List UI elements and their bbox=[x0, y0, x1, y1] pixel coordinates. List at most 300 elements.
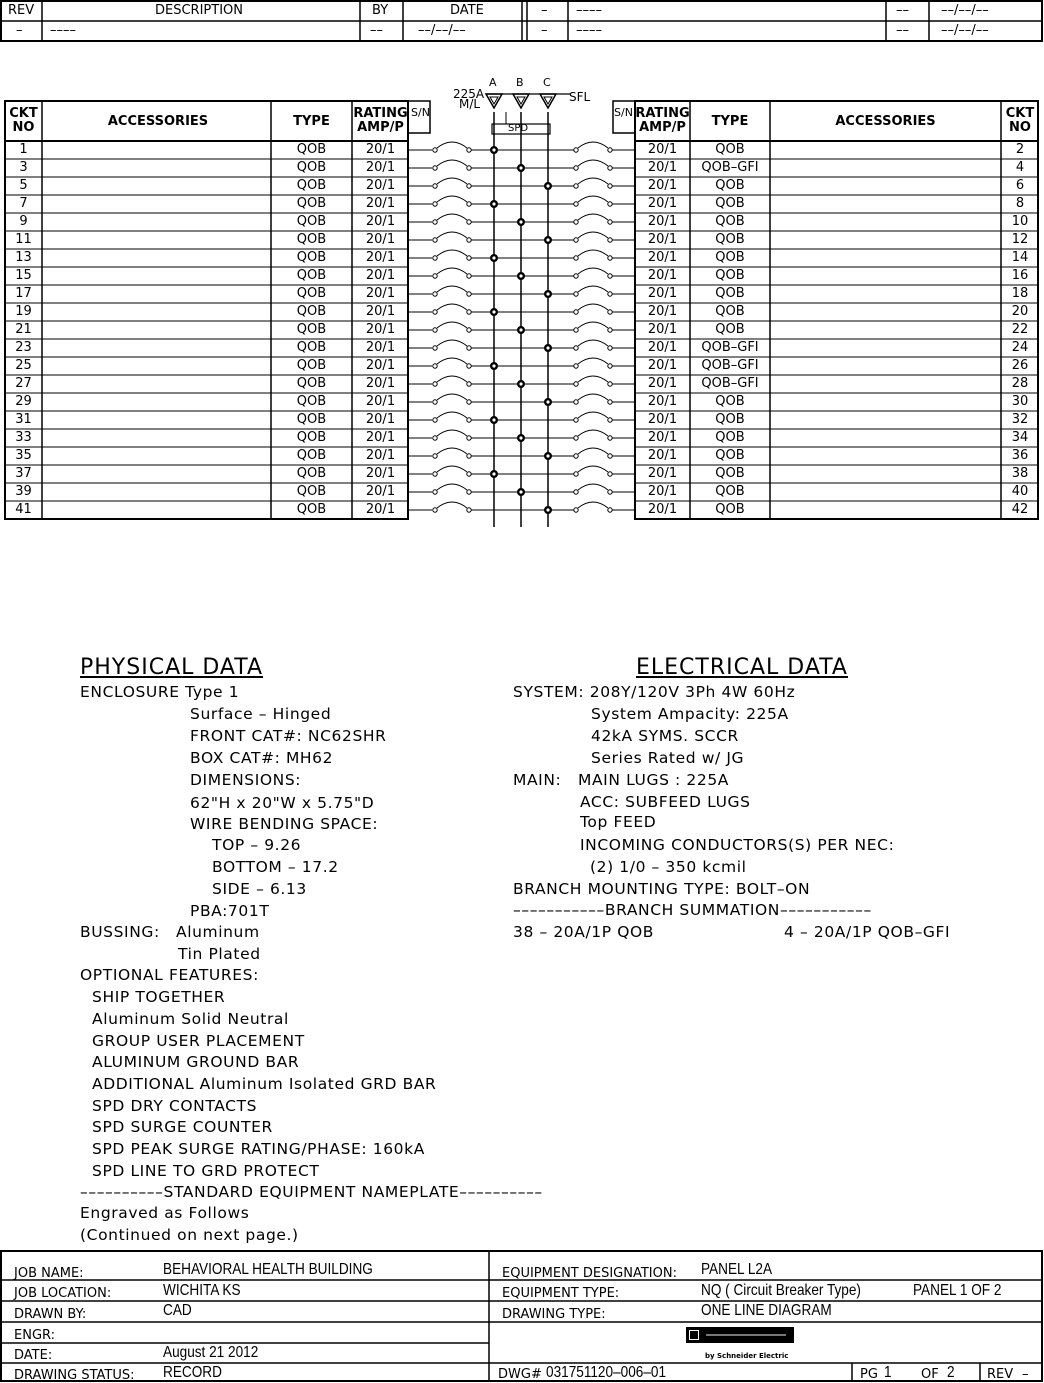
right-type-cell: QOB bbox=[715, 466, 745, 481]
right-breaker-contact-icon bbox=[574, 364, 578, 368]
left-rating-cell: 20/1 bbox=[365, 304, 396, 319]
bus-junction-center bbox=[492, 472, 495, 475]
left-ckt-cell: 5 bbox=[19, 178, 28, 193]
electrical-data-line: INCOMING CONDUCTORS(S) PER NEC: bbox=[580, 836, 895, 854]
left-ckt-cell: 3 bbox=[19, 160, 28, 175]
left-breaker-contact-icon bbox=[433, 472, 437, 476]
right-type-cell: QOB bbox=[715, 430, 745, 445]
left-rating-cell: 20/1 bbox=[365, 430, 396, 445]
right-ckt-cell: 38 bbox=[1011, 466, 1029, 481]
description-header: DESCRIPTION bbox=[155, 3, 243, 18]
right-type-cell: QOB–GFI bbox=[701, 340, 759, 355]
right-rating-cell: 20/1 bbox=[647, 268, 678, 283]
description-value: –––– bbox=[576, 23, 602, 38]
left-rating-cell: 20/1 bbox=[365, 178, 396, 193]
right-breaker-contact-icon bbox=[608, 274, 612, 278]
drawing-status-label: DRAWING STATUS: bbox=[14, 1368, 135, 1383]
right-breaker-contact-icon bbox=[608, 148, 612, 152]
right-breaker-arc-icon bbox=[578, 232, 608, 238]
physical-data-line: SHIP TOGETHER bbox=[92, 988, 226, 1006]
right-breaker-contact-icon bbox=[574, 238, 578, 242]
bus-junction-center bbox=[519, 382, 522, 385]
left-breaker-contact-icon bbox=[433, 274, 437, 278]
drawn-by-value: CAD bbox=[163, 1302, 192, 1319]
bus-junction-center bbox=[546, 292, 549, 295]
page-value: 1 bbox=[884, 1364, 892, 1381]
right-ckt-cell: 26 bbox=[1011, 358, 1029, 373]
left-breaker-contact-icon bbox=[433, 238, 437, 242]
left-breaker-contact-icon bbox=[467, 238, 471, 242]
electrical-data-line: 38 – 20A/1P QOB bbox=[513, 923, 655, 941]
right-breaker-arc-icon bbox=[578, 358, 608, 364]
left-accessories-header: ACCESSORIES bbox=[107, 114, 209, 129]
physical-data-line: Aluminum bbox=[176, 923, 260, 941]
right-rating-cell: 20/1 bbox=[647, 178, 678, 193]
left-type-cell: QOB bbox=[296, 394, 327, 409]
bus-junction-center bbox=[519, 166, 522, 169]
bus-junction-center bbox=[519, 436, 522, 439]
right-breaker-contact-icon bbox=[608, 328, 612, 332]
bus-junction-center bbox=[519, 220, 522, 223]
left-rating-cell: 20/1 bbox=[365, 160, 396, 175]
right-breaker-contact-icon bbox=[574, 454, 578, 458]
job-location-value: WICHITA KS bbox=[163, 1282, 241, 1299]
right-type-cell: QOB–GFI bbox=[701, 376, 759, 391]
left-breaker-contact-icon bbox=[467, 220, 471, 224]
engr-label: ENGR: bbox=[14, 1328, 56, 1343]
right-type-cell: QOB–GFI bbox=[701, 160, 759, 175]
right-ckt-cell: 18 bbox=[1011, 286, 1029, 301]
right-ckt-cell: 36 bbox=[1011, 448, 1029, 463]
by-value: –– bbox=[896, 3, 909, 18]
physical-data-line: PBA:701T bbox=[190, 902, 270, 920]
left-breaker-arc-icon bbox=[437, 232, 467, 238]
left-type-cell: QOB bbox=[296, 358, 327, 373]
date-header: DATE bbox=[450, 3, 484, 18]
right-type-cell: QOB bbox=[715, 322, 745, 337]
right-rating-cell: 20/1 bbox=[647, 142, 678, 157]
rev-value: – bbox=[541, 23, 548, 38]
left-breaker-contact-icon bbox=[467, 166, 471, 170]
left-type-cell: QOB bbox=[296, 340, 327, 355]
left-type-cell: QOB bbox=[296, 466, 327, 481]
bus-junction-center bbox=[546, 346, 549, 349]
right-breaker-arc-icon bbox=[578, 196, 608, 202]
right-ckt-cell: 20 bbox=[1011, 304, 1029, 319]
right-breaker-contact-icon bbox=[608, 454, 612, 458]
left-breaker-arc-icon bbox=[437, 484, 467, 490]
left-rating-cell: 20/1 bbox=[365, 502, 396, 517]
electrical-data-line: –––––––––––BRANCH SUMMATION––––––––––– bbox=[513, 901, 872, 919]
phase-b-label: B bbox=[516, 76, 524, 89]
right-breaker-contact-icon bbox=[574, 436, 578, 440]
right-rating-cell: 20/1 bbox=[647, 322, 678, 337]
right-ckt-cell: 32 bbox=[1011, 412, 1029, 427]
right-ckt-header: CKT NO bbox=[1005, 106, 1035, 135]
left-type-cell: QOB bbox=[296, 322, 327, 337]
left-rating-cell: 20/1 bbox=[365, 466, 396, 481]
left-breaker-contact-icon bbox=[433, 490, 437, 494]
electrical-data-line: Series Rated w/ JG bbox=[591, 749, 745, 767]
right-breaker-arc-icon bbox=[578, 430, 608, 436]
right-breaker-contact-icon bbox=[574, 490, 578, 494]
main-lug-icon bbox=[540, 94, 556, 108]
right-type-cell: QOB bbox=[715, 214, 745, 229]
right-ckt-cell: 4 bbox=[1015, 160, 1025, 175]
left-breaker-arc-icon bbox=[437, 340, 467, 346]
right-breaker-contact-icon bbox=[608, 490, 612, 494]
phase-a-label: A bbox=[489, 76, 497, 89]
date-value: August 21 2012 bbox=[163, 1344, 259, 1361]
right-breaker-contact-icon bbox=[574, 346, 578, 350]
left-breaker-contact-icon bbox=[467, 508, 471, 512]
left-breaker-contact-icon bbox=[467, 328, 471, 332]
electrical-data-line: SYSTEM: 208Y/120V 3Ph 4W 60Hz bbox=[513, 683, 796, 701]
left-ckt-cell: 1 bbox=[19, 142, 28, 157]
left-breaker-contact-icon bbox=[433, 364, 437, 368]
left-ckt-cell: 41 bbox=[15, 502, 32, 517]
electrical-data-line: MAIN LUGS : 225A bbox=[578, 771, 729, 789]
physical-data-line: SPD LINE TO GRD PROTECT bbox=[92, 1162, 320, 1180]
right-ckt-cell: 28 bbox=[1011, 376, 1029, 391]
left-rating-cell: 20/1 bbox=[365, 394, 396, 409]
right-breaker-contact-icon bbox=[608, 364, 612, 368]
right-breaker-arc-icon bbox=[578, 142, 608, 148]
left-rating-cell: 20/1 bbox=[365, 286, 396, 301]
electrical-data-line: (2) 1/0 – 350 kcmil bbox=[590, 858, 747, 876]
left-breaker-contact-icon bbox=[467, 256, 471, 260]
left-rating-cell: 20/1 bbox=[365, 340, 396, 355]
logo-wordmark-icon bbox=[706, 1334, 786, 1336]
left-breaker-contact-icon bbox=[433, 184, 437, 188]
physical-data-title: PHYSICAL DATA bbox=[80, 655, 264, 680]
left-type-cell: QOB bbox=[296, 286, 327, 301]
left-ckt-cell: 15 bbox=[15, 268, 32, 283]
electrical-data-line: 4 – 20A/1P QOB–GFI bbox=[784, 923, 951, 941]
right-rating-cell: 20/1 bbox=[647, 250, 678, 265]
right-breaker-arc-icon bbox=[578, 214, 608, 220]
right-breaker-contact-icon bbox=[574, 508, 578, 512]
description-value: –––– bbox=[50, 23, 76, 38]
bus-junction-center bbox=[492, 202, 495, 205]
by-value: –– bbox=[370, 23, 383, 38]
right-rating-cell: 20/1 bbox=[647, 394, 678, 409]
right-breaker-contact-icon bbox=[608, 310, 612, 314]
right-breaker-arc-icon bbox=[578, 448, 608, 454]
left-breaker-contact-icon bbox=[467, 274, 471, 278]
right-type-cell: QOB bbox=[715, 484, 745, 499]
right-ckt-cell: 22 bbox=[1011, 322, 1029, 337]
right-breaker-contact-icon bbox=[574, 166, 578, 170]
left-ckt-cell: 25 bbox=[15, 358, 32, 373]
right-breaker-arc-icon bbox=[578, 502, 608, 508]
left-type-cell: QOB bbox=[296, 304, 327, 319]
right-breaker-arc-icon bbox=[578, 322, 608, 328]
left-breaker-contact-icon bbox=[467, 490, 471, 494]
right-breaker-contact-icon bbox=[574, 202, 578, 206]
physical-data-line: FRONT CAT#: NC62SHR bbox=[190, 727, 387, 745]
right-breaker-arc-icon bbox=[578, 178, 608, 184]
bus-junction-center bbox=[546, 184, 549, 187]
right-breaker-arc-icon bbox=[578, 376, 608, 382]
left-breaker-arc-icon bbox=[437, 160, 467, 166]
right-type-cell: QOB bbox=[715, 412, 745, 427]
right-breaker-contact-icon bbox=[574, 292, 578, 296]
right-ckt-cell: 34 bbox=[1011, 430, 1029, 445]
left-breaker-arc-icon bbox=[437, 502, 467, 508]
left-rating-header: RATING AMP/P bbox=[353, 106, 408, 135]
left-breaker-contact-icon bbox=[433, 310, 437, 314]
job-name-label: JOB NAME: bbox=[14, 1266, 84, 1281]
sfl-label: SFL bbox=[569, 90, 591, 104]
left-rating-cell: 20/1 bbox=[365, 358, 396, 373]
left-ckt-cell: 23 bbox=[15, 340, 32, 355]
left-breaker-contact-icon bbox=[467, 454, 471, 458]
physical-data-line: TOP – 9.26 bbox=[212, 836, 302, 854]
right-rating-cell: 20/1 bbox=[647, 448, 678, 463]
right-type-header: TYPE bbox=[711, 114, 749, 129]
main-lug-icon bbox=[513, 94, 529, 108]
bus-junction-center bbox=[492, 364, 495, 367]
left-ckt-cell: 9 bbox=[19, 214, 28, 229]
left-breaker-arc-icon bbox=[437, 358, 467, 364]
left-type-cell: QOB bbox=[296, 142, 327, 157]
right-type-cell: QOB bbox=[715, 304, 745, 319]
right-rating-header: RATING AMP/P bbox=[635, 106, 690, 135]
right-breaker-arc-icon bbox=[578, 466, 608, 472]
brand-tagline: by Schneider Electric bbox=[705, 1352, 789, 1360]
bus-junction-center bbox=[546, 238, 549, 241]
left-ckt-header: CKT NO bbox=[9, 106, 38, 135]
panel-schedule-diagram bbox=[0, 70, 1044, 530]
left-breaker-contact-icon bbox=[467, 472, 471, 476]
left-ckt-cell: 19 bbox=[15, 304, 32, 319]
equipment-designation-label: EQUIPMENT DESIGNATION: bbox=[502, 1266, 677, 1281]
physical-data-line: Engraved as Follows bbox=[80, 1204, 250, 1222]
left-breaker-contact-icon bbox=[467, 292, 471, 296]
bus-junction-center bbox=[492, 310, 495, 313]
right-type-cell: QOB bbox=[715, 250, 745, 265]
physical-data-line: SPD DRY CONTACTS bbox=[92, 1097, 258, 1115]
right-type-cell: QOB bbox=[715, 286, 745, 301]
left-breaker-arc-icon bbox=[437, 412, 467, 418]
by-header: BY bbox=[372, 3, 389, 18]
right-breaker-contact-icon bbox=[608, 346, 612, 350]
spd-label: SPD bbox=[508, 123, 529, 134]
rev-header: REV bbox=[8, 3, 35, 18]
right-breaker-contact-icon bbox=[608, 472, 612, 476]
bus-junction-center bbox=[492, 256, 495, 259]
page-total-value: 2 bbox=[947, 1364, 955, 1381]
left-breaker-contact-icon bbox=[467, 382, 471, 386]
left-type-cell: QOB bbox=[296, 178, 327, 193]
right-breaker-contact-icon bbox=[574, 220, 578, 224]
square-d-logo bbox=[686, 1327, 794, 1343]
main-rating-label: 225A bbox=[453, 87, 485, 101]
left-breaker-contact-icon bbox=[467, 364, 471, 368]
left-breaker-contact-icon bbox=[433, 346, 437, 350]
equipment-type-label: EQUIPMENT TYPE: bbox=[502, 1286, 620, 1301]
left-ckt-cell: 37 bbox=[15, 466, 32, 481]
right-ckt-cell: 40 bbox=[1011, 484, 1029, 499]
right-breaker-arc-icon bbox=[578, 394, 608, 400]
left-breaker-contact-icon bbox=[433, 148, 437, 152]
left-rating-cell: 20/1 bbox=[365, 268, 396, 283]
bus-junction-center bbox=[519, 328, 522, 331]
right-breaker-contact-icon bbox=[574, 472, 578, 476]
right-rating-cell: 20/1 bbox=[647, 430, 678, 445]
right-breaker-contact-icon bbox=[608, 184, 612, 188]
left-breaker-contact-icon bbox=[467, 148, 471, 152]
left-ckt-cell: 39 bbox=[15, 484, 32, 499]
right-type-cell: QOB bbox=[715, 142, 745, 157]
right-rating-cell: 20/1 bbox=[647, 358, 678, 373]
bus-junction-center bbox=[492, 418, 495, 421]
left-type-cell: QOB bbox=[296, 376, 327, 391]
left-rating-cell: 20/1 bbox=[365, 142, 396, 157]
left-breaker-contact-icon bbox=[433, 454, 437, 458]
left-rating-cell: 20/1 bbox=[365, 412, 396, 427]
left-type-cell: QOB bbox=[296, 250, 327, 265]
right-ckt-cell: 30 bbox=[1011, 394, 1029, 409]
physical-data-line: ––––––––––STANDARD EQUIPMENT NAMEPLATE–––––––––– bbox=[80, 1183, 543, 1201]
phase-c-label: C bbox=[543, 76, 551, 89]
left-breaker-contact-icon bbox=[433, 292, 437, 296]
equipment-designation-value: PANEL L2A bbox=[701, 1261, 773, 1278]
left-breaker-arc-icon bbox=[437, 448, 467, 454]
bus-junction-center bbox=[546, 454, 549, 457]
left-breaker-arc-icon bbox=[437, 304, 467, 310]
right-rating-cell: 20/1 bbox=[647, 232, 678, 247]
right-rating-cell: 20/1 bbox=[647, 286, 678, 301]
right-rating-cell: 20/1 bbox=[647, 502, 678, 517]
right-breaker-contact-icon bbox=[608, 292, 612, 296]
date-value: ––/––/–– bbox=[941, 3, 989, 18]
right-breaker-contact-icon bbox=[608, 256, 612, 260]
left-type-cell: QOB bbox=[296, 484, 327, 499]
right-type-cell: QOB bbox=[715, 196, 745, 211]
physical-data-line: ALUMINUM GROUND BAR bbox=[92, 1053, 300, 1071]
left-ckt-cell: 11 bbox=[15, 232, 32, 247]
left-breaker-arc-icon bbox=[437, 214, 467, 220]
right-rating-cell: 20/1 bbox=[647, 376, 678, 391]
physical-data-line: BOX CAT#: MH62 bbox=[190, 749, 334, 767]
electrical-data-line: System Ampacity: 225A bbox=[591, 705, 789, 723]
left-ckt-cell: 35 bbox=[15, 448, 32, 463]
left-breaker-contact-icon bbox=[467, 184, 471, 188]
left-rating-cell: 20/1 bbox=[365, 214, 396, 229]
left-type-cell: QOB bbox=[296, 502, 327, 517]
left-breaker-arc-icon bbox=[437, 322, 467, 328]
right-breaker-contact-icon bbox=[574, 400, 578, 404]
right-type-cell: QOB bbox=[715, 178, 745, 193]
left-rating-cell: 20/1 bbox=[365, 376, 396, 391]
drawing-type-value: ONE LINE DIAGRAM bbox=[701, 1302, 832, 1319]
left-type-cell: QOB bbox=[296, 214, 327, 229]
physical-data-line: Surface – Hinged bbox=[190, 705, 332, 723]
left-breaker-arc-icon bbox=[437, 250, 467, 256]
rev-value: – bbox=[16, 23, 23, 38]
left-breaker-contact-icon bbox=[433, 328, 437, 332]
electrical-data-line: Top FEED bbox=[580, 813, 657, 831]
left-breaker-contact-icon bbox=[467, 436, 471, 440]
physical-data-line: SPD SURGE COUNTER bbox=[92, 1118, 273, 1136]
left-rating-cell: 20/1 bbox=[365, 448, 396, 463]
right-type-cell: QOB bbox=[715, 448, 745, 463]
right-breaker-contact-icon bbox=[574, 148, 578, 152]
right-breaker-contact-icon bbox=[608, 382, 612, 386]
rev-label: REV bbox=[987, 1367, 1014, 1382]
right-breaker-contact-icon bbox=[608, 220, 612, 224]
rev-number: – bbox=[1022, 1367, 1029, 1382]
of-label: OF bbox=[921, 1367, 939, 1382]
right-rating-cell: 20/1 bbox=[647, 412, 678, 427]
right-breaker-arc-icon bbox=[578, 340, 608, 346]
right-breaker-contact-icon bbox=[574, 418, 578, 422]
right-ckt-cell: 8 bbox=[1015, 196, 1025, 211]
left-ckt-cell: 27 bbox=[15, 376, 32, 391]
equipment-type-value: NQ ( Circuit Breaker Type) bbox=[701, 1282, 861, 1299]
job-location-label: JOB LOCATION: bbox=[14, 1286, 112, 1301]
left-type-cell: QOB bbox=[296, 232, 327, 247]
left-rating-cell: 20/1 bbox=[365, 232, 396, 247]
right-breaker-contact-icon bbox=[574, 382, 578, 386]
date-label: DATE: bbox=[14, 1348, 53, 1363]
left-breaker-arc-icon bbox=[437, 376, 467, 382]
right-rating-cell: 20/1 bbox=[647, 340, 678, 355]
left-type-cell: QOB bbox=[296, 268, 327, 283]
right-breaker-arc-icon bbox=[578, 160, 608, 166]
left-breaker-contact-icon bbox=[433, 436, 437, 440]
physical-data-line: GROUP USER PLACEMENT bbox=[92, 1032, 305, 1050]
left-type-cell: QOB bbox=[296, 430, 327, 445]
bus-junction-center bbox=[519, 274, 522, 277]
right-breaker-arc-icon bbox=[578, 412, 608, 418]
right-accessories-header: ACCESSORIES bbox=[835, 114, 936, 129]
left-breaker-arc-icon bbox=[437, 394, 467, 400]
left-ckt-cell: 13 bbox=[15, 250, 32, 265]
right-sn-header: S/N bbox=[614, 106, 633, 119]
right-breaker-contact-icon bbox=[574, 310, 578, 314]
right-ckt-cell: 42 bbox=[1011, 502, 1029, 517]
physical-data-line: DIMENSIONS: bbox=[190, 771, 302, 789]
left-breaker-contact-icon bbox=[433, 166, 437, 170]
right-type-cell: QOB bbox=[715, 394, 745, 409]
left-type-cell: QOB bbox=[296, 196, 327, 211]
left-breaker-contact-icon bbox=[433, 508, 437, 512]
right-ckt-cell: 14 bbox=[1011, 250, 1029, 265]
left-type-cell: QOB bbox=[296, 160, 327, 175]
left-breaker-arc-icon bbox=[437, 466, 467, 472]
right-breaker-contact-icon bbox=[574, 328, 578, 332]
right-breaker-arc-icon bbox=[578, 286, 608, 292]
physical-data-line: ENCLOSURE Type 1 bbox=[80, 683, 240, 701]
right-breaker-contact-icon bbox=[608, 202, 612, 206]
drawn-by-label: DRAWN BY: bbox=[14, 1307, 87, 1322]
drawing-type-label: DRAWING TYPE: bbox=[502, 1307, 606, 1322]
left-breaker-arc-icon bbox=[437, 430, 467, 436]
page-label: PG bbox=[860, 1367, 878, 1382]
left-sn-header: S/N bbox=[411, 106, 430, 119]
physical-data-line: Aluminum Solid Neutral bbox=[92, 1010, 289, 1028]
right-breaker-contact-icon bbox=[608, 508, 612, 512]
left-breaker-contact-icon bbox=[467, 400, 471, 404]
right-breaker-contact-icon bbox=[608, 418, 612, 422]
physical-data-line: 62"H x 20"W x 5.75"D bbox=[190, 794, 375, 812]
right-ckt-cell: 2 bbox=[1015, 142, 1025, 157]
date-value: ––/––/–– bbox=[418, 23, 466, 38]
physical-data-line: BOTTOM – 17.2 bbox=[212, 858, 339, 876]
